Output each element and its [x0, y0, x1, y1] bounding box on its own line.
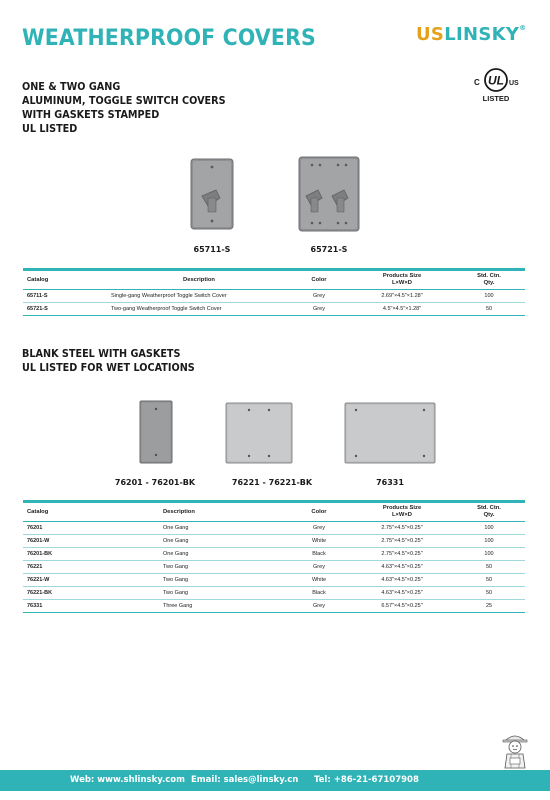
footer-tel: Tel: +86-21-67107908: [314, 775, 419, 785]
col-header-size-sub: L×W×D: [392, 512, 412, 518]
col-header-qty-sub: Qty.: [483, 280, 495, 286]
footer-web[interactable]: Web: www.shlinsky.com: [70, 775, 185, 785]
section1-heading-line: ALUMINUM, TOGGLE SWITCH COVERS: [22, 95, 226, 107]
table-row: [23, 587, 525, 600]
table-row: [23, 561, 525, 574]
cell-catalog: 76221-W: [27, 577, 50, 583]
col-header-qty: [453, 502, 525, 522]
cell-description: Single-gang Weatherproof Toggle Switch Cover: [111, 293, 227, 299]
cell-catalog: 76221-BK: [27, 590, 53, 596]
cell-description: One Gang: [163, 525, 189, 531]
col-header-qty-label: Std. Ctn.: [477, 505, 501, 511]
col-header-catalog: Catalog: [27, 276, 49, 283]
cell-description: Two-gang Weatherproof Toggle Switch Cover: [111, 306, 222, 312]
cell-qty: 100: [484, 525, 494, 531]
cell-size: 2.75"×4.5"×0.25": [381, 538, 423, 544]
toggle-cover-two-gang-image: [298, 156, 360, 232]
cell-size: 2.75"×4.5"×0.25": [381, 525, 423, 531]
col-header-qty-sub: Qty.: [483, 512, 495, 518]
cell-qty: 50: [485, 564, 493, 570]
page-title: WEATHERPROOF COVERS: [22, 26, 316, 51]
cell-catalog: 76201-BK: [27, 551, 53, 557]
cell-catalog: 76201-W: [27, 538, 50, 544]
spec-table-blank-covers: [23, 500, 525, 613]
cell-qty: 50: [485, 306, 493, 312]
cell-qty: 100: [484, 538, 494, 544]
col-header-size: [351, 270, 453, 290]
col-header-description: Description: [163, 508, 195, 515]
worker-mascot-icon: [496, 730, 534, 770]
col-header-color: Color: [311, 508, 327, 515]
table-row: [23, 548, 525, 561]
section1-heading-line: ONE & TWO GANG: [22, 81, 121, 93]
brand-us: US: [416, 24, 445, 45]
cell-size: 4.63"×4.5"×0.25": [381, 564, 423, 570]
section2-heading-line: BLANK STEEL WITH GASKETS: [22, 348, 181, 360]
cell-catalog: 76201: [27, 525, 43, 531]
cell-description: Two Gang: [163, 564, 189, 570]
cell-catalog: 65721-S: [27, 306, 48, 312]
cell-catalog: 65711-S: [27, 293, 48, 299]
section1-heading-line: UL LISTED: [22, 123, 78, 135]
ul-logo-us: US: [509, 80, 519, 87]
product-caption: 65721-S: [310, 245, 348, 254]
table-row: [23, 574, 525, 587]
cell-size: 4.5"×4.5"×1.28": [382, 306, 422, 312]
spec-table-toggle-covers: [23, 268, 525, 316]
cell-qty: 50: [485, 577, 493, 583]
footer-bar: [0, 770, 550, 791]
cell-qty: 100: [484, 551, 494, 557]
col-header-color: Color: [311, 276, 327, 283]
toggle-cover-single-gang-image: [190, 158, 234, 230]
product-caption: 76331: [376, 478, 404, 487]
brand-logo: [416, 24, 526, 45]
col-header-qty-label: Std. Ctn.: [477, 273, 501, 279]
cell-size: 6.57"×4.5"×0.25": [381, 603, 423, 609]
product-caption: 76201 - 76201-BK: [114, 478, 196, 487]
cell-color: Grey: [313, 306, 325, 312]
cell-qty: 25: [485, 603, 493, 609]
table-row: [23, 290, 525, 303]
cell-description: One Gang: [163, 551, 189, 557]
section2-heading-line: UL LISTED FOR WET LOCATIONS: [22, 362, 195, 374]
cell-description: One Gang: [163, 538, 189, 544]
cell-qty: 50: [485, 590, 493, 596]
cell-catalog: 76331: [27, 603, 43, 609]
ul-listed-logo: [470, 64, 526, 106]
cell-color: Grey: [313, 564, 325, 570]
col-header-size-label: Products Size: [382, 273, 422, 279]
col-header-size-label: Products Size: [382, 505, 422, 511]
brand-registered-mark: ®: [519, 24, 527, 32]
product-caption: 65711-S: [193, 245, 231, 254]
cell-color: White: [311, 538, 327, 544]
cell-catalog: 76221: [27, 564, 43, 570]
blank-cover-two-gang-image: [225, 402, 293, 464]
section1-heading: [22, 80, 226, 136]
table-header-row: [23, 502, 525, 522]
col-header-qty: [453, 270, 525, 290]
ul-logo-listed: LISTED: [482, 94, 510, 103]
table-header-row: [23, 270, 525, 290]
section2-heading: [22, 347, 195, 375]
cell-color: Black: [312, 551, 326, 557]
blank-cover-one-gang-image: [139, 400, 173, 464]
ul-logo-ul: UL: [488, 73, 504, 88]
cell-color: Grey: [313, 603, 325, 609]
cell-size: 4.63"×4.5"×0.25": [381, 577, 423, 583]
col-header-size-sub: L×W×D: [392, 280, 412, 286]
cell-size: 2.69"×4.5"×1.28": [381, 293, 423, 299]
brand-linsky: LINSKY: [444, 24, 520, 45]
cell-description: Two Gang: [163, 590, 189, 596]
section1-heading-line: WITH GASKETS STAMPED: [22, 109, 160, 121]
table-row: [23, 600, 525, 613]
table-row: [23, 303, 525, 316]
product-caption: 76221 - 76221-BK: [231, 478, 313, 487]
cell-size: 4.63"×4.5"×0.25": [381, 590, 423, 596]
cell-size: 2.75"×4.5"×0.25": [381, 551, 423, 557]
cell-description: Three Gang: [163, 603, 193, 609]
table-row: [23, 522, 525, 535]
cell-color: Grey: [313, 525, 325, 531]
footer-email[interactable]: Email: sales@linsky.cn: [191, 775, 299, 785]
cell-color: White: [311, 577, 327, 583]
col-header-description: Description: [183, 276, 215, 283]
cell-qty: 100: [484, 293, 494, 299]
col-header-size: [351, 502, 453, 522]
blank-cover-three-gang-image: [344, 402, 436, 464]
cell-color: Black: [312, 590, 326, 596]
col-header-catalog: Catalog: [27, 508, 49, 515]
table-row: [23, 535, 525, 548]
ul-logo-c: C: [474, 78, 480, 87]
cell-color: Grey: [313, 293, 325, 299]
cell-description: Two Gang: [163, 577, 189, 583]
